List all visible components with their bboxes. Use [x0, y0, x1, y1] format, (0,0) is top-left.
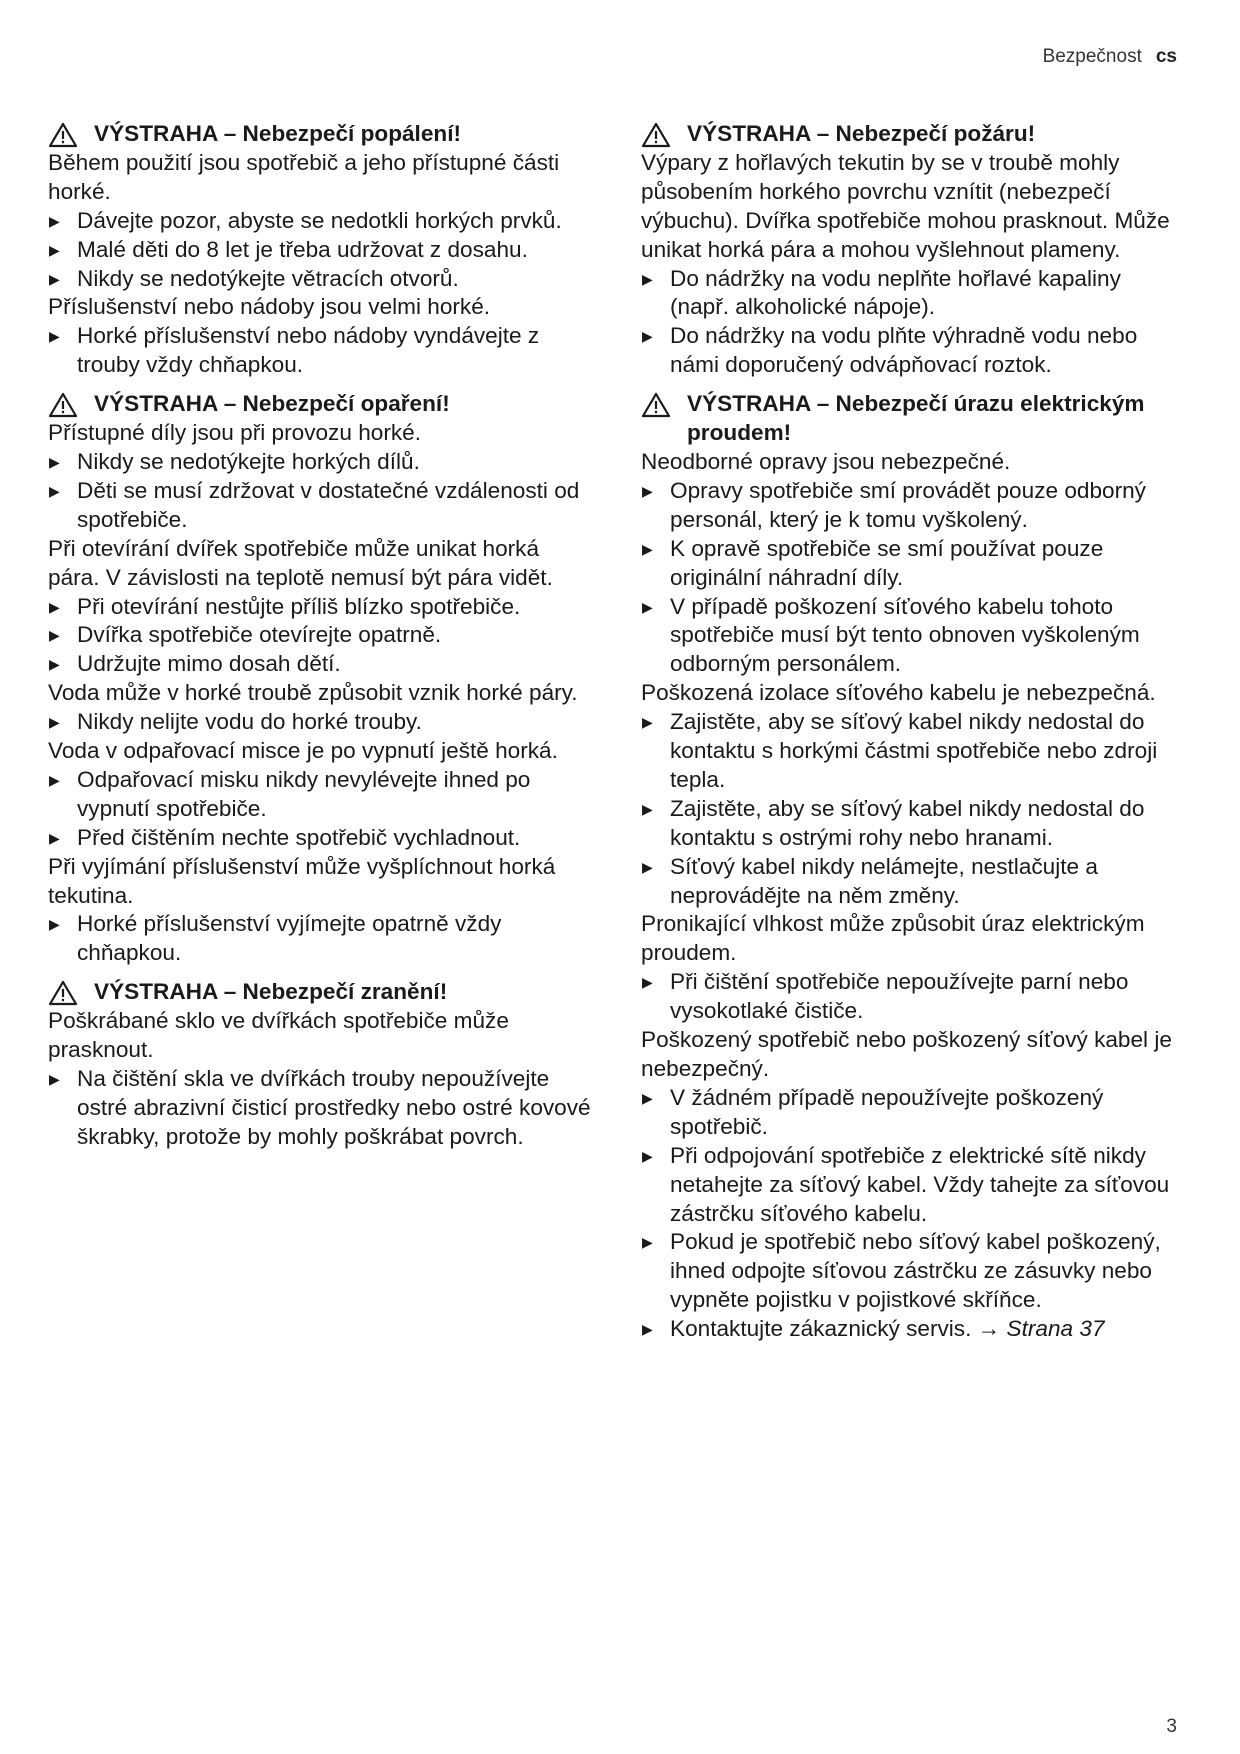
bullet-arrow-icon: ▶: [642, 1321, 653, 1338]
paragraph: Přístupné díly jsou při provozu horké.: [48, 420, 421, 446]
instruction-text: Při otevírání nestůjte příliš blízko spotřebiče.: [77, 593, 521, 619]
bullet-arrow-icon: ▶: [642, 858, 653, 875]
bullet-arrow-icon: ▶: [642, 1147, 653, 1164]
warning-block: [48, 978, 593, 1151]
page-header: [1043, 46, 1177, 68]
paragraph: Voda může v horké troubě způsobit vznik horké páry.: [48, 680, 578, 706]
language-code: cs: [1155, 46, 1177, 67]
instruction-item: [641, 853, 1181, 911]
page-number: 3: [1166, 1716, 1177, 1737]
paragraph: Příslušenství nebo nádoby jsou velmi horké.: [48, 294, 491, 320]
bullet-arrow-icon: ▶: [49, 212, 60, 229]
left-column: [48, 120, 593, 1162]
instruction-text: Malé děti do 8 let je třeba udržovat z dosahu.: [77, 236, 528, 262]
paragraph: Při otevírání dvířek spotřebiče může unikat horká pára. V závislosti na teplotě nemusí být pára vidět.: [48, 535, 553, 590]
instruction-text: Při odpojování spotřebiče z elektrické sítě nikdy netahejte za síťový kabel. Vždy tahejte za síťovou zástrčku síťového kabelu.: [670, 1142, 1170, 1226]
warning-icon: [641, 392, 671, 418]
paragraph: Neodborné opravy jsou nebezpečné.: [641, 448, 1011, 474]
instruction-text: V žádném případě nepoužívejte poškozený spotřebič.: [670, 1084, 1104, 1139]
paragraph: Poškozená izolace síťového kabelu je nebezpečná.: [641, 680, 1156, 706]
instruction-text: Na čištění skla ve dvířkách trouby nepoužívejte ostré abrazivní čisticí prostředky nebo ostré kovové škrabky, protože by mohly poškrábat povrch.: [77, 1066, 591, 1149]
warning-heading: [48, 390, 593, 419]
bullet-arrow-icon: ▶: [49, 482, 60, 499]
bullet-arrow-icon: ▶: [642, 328, 653, 345]
paragraph: Během použití jsou spotřebič a jeho přístupné části horké.: [48, 149, 560, 204]
instruction-item: [641, 593, 1181, 680]
right-column: [641, 120, 1181, 1354]
instruction-item: [641, 708, 1181, 795]
bullet-arrow-icon: ▶: [49, 627, 60, 644]
warning-icon: [48, 122, 78, 148]
instruction-item: [48, 236, 593, 265]
instruction-item: [48, 910, 593, 968]
paragraph: Výpary z hořlavých tekutin by se v troubě mohly působením horkého povrchu vznítit (nebezpečí výbuchu). Dvířka spotřebiče mohou prasknout. Může unikat horká pára a mohou vyšlehnout plameny.: [641, 149, 1170, 262]
instruction-item: [641, 322, 1181, 380]
instruction-item: [641, 968, 1181, 1026]
instruction-item: [641, 1315, 1181, 1344]
instruction-text: Do nádržky na vodu neplňte hořlavé kapaliny (např. alkoholické nápoje).: [670, 265, 1121, 320]
bullet-arrow-icon: ▶: [642, 974, 653, 991]
warning-heading-text: VÝSTRAHA – Nebezpečí požáru!: [687, 121, 1036, 146]
instruction-item: [641, 535, 1181, 593]
instruction-text: Děti se musí zdržovat v dostatečné vzdálenosti od spotřebiče.: [77, 477, 580, 532]
instruction-item: [48, 708, 593, 737]
bullet-arrow-icon: ▶: [49, 829, 60, 846]
warning-heading: [48, 120, 593, 149]
instruction-item: [48, 322, 593, 380]
instruction-item: [641, 795, 1181, 853]
warning-block: [48, 390, 593, 968]
instruction-item: [48, 477, 593, 535]
instruction-item: [641, 265, 1181, 323]
instruction-item: [48, 1065, 593, 1152]
bullet-arrow-icon: ▶: [642, 482, 653, 499]
bullet-arrow-icon: ▶: [49, 656, 60, 673]
instruction-text: Horké příslušenství vyjímejte opatrně vždy chňapkou.: [77, 911, 502, 966]
bullet-arrow-icon: ▶: [642, 714, 653, 731]
bullet-arrow-icon: ▶: [642, 1234, 653, 1251]
bullet-arrow-icon: ▶: [49, 771, 60, 788]
instruction-item: [48, 207, 593, 236]
instruction-item: [641, 1142, 1181, 1229]
warning-heading: [641, 120, 1181, 149]
paragraph: Poškrábané sklo ve dvířkách spotřebiče může prasknout.: [48, 1008, 509, 1063]
bullet-arrow-icon: ▶: [642, 270, 653, 287]
bullet-arrow-icon: ▶: [49, 916, 60, 933]
instruction-item: [48, 824, 593, 853]
instruction-item: [48, 265, 593, 294]
bullet-arrow-icon: ▶: [49, 714, 60, 731]
warning-block: [641, 390, 1181, 1344]
instruction-text: Pokud je spotřebič nebo síťový kabel poškozený, ihned odpojte síťovou zástrčku ze zásuvky nebo vypněte pojistku v pojistkové skříňce.: [670, 1229, 1161, 1313]
bullet-arrow-icon: ▶: [49, 598, 60, 615]
instruction-item: [48, 448, 593, 477]
page-reference-link[interactable]: Strana 37: [1006, 1316, 1105, 1342]
instruction-text: Odpařovací misku nikdy nevylévejte ihned po vypnutí spotřebiče.: [77, 766, 531, 821]
instruction-text: Horké příslušenství nebo nádoby vyndávejte z trouby vždy chňapkou.: [77, 323, 540, 378]
warning-icon: [48, 980, 78, 1006]
bullet-arrow-icon: ▶: [49, 270, 60, 287]
warning-block: [641, 120, 1181, 380]
instruction-item: [641, 477, 1181, 535]
instruction-item: [48, 766, 593, 824]
instruction-text: Opravy spotřebiče smí provádět pouze odborný personál, který je k tomu vyškolený.: [670, 477, 1146, 532]
bullet-arrow-icon: ▶: [642, 800, 653, 817]
bullet-arrow-icon: ▶: [642, 540, 653, 557]
instruction-text: Do nádržky na vodu plňte výhradně vodu nebo námi doporučený odvápňovací roztok.: [670, 323, 1138, 378]
instruction-text: Dvířka spotřebiče otevírejte opatrně.: [77, 622, 442, 648]
warning-icon: [641, 122, 671, 148]
warning-heading: [641, 390, 1181, 448]
bullet-arrow-icon: ▶: [642, 598, 653, 615]
paragraph: Poškozený spotřebič nebo poškozený síťový kabel je nebezpečný.: [641, 1027, 1172, 1081]
instruction-text: V případě poškození síťového kabelu tohoto spotřebiče musí být tento obnoven vyškoleným odborným personálem.: [670, 593, 1140, 677]
instruction-item: [48, 593, 593, 622]
instruction-text: Zajistěte, aby se síťový kabel nikdy nedostal do kontaktu s horkými částmi spotřebiče nebo zdroji tepla.: [670, 709, 1158, 792]
paragraph: Voda v odpařovací misce je po vypnutí ještě horká.: [48, 738, 558, 764]
instruction-item: [641, 1084, 1181, 1142]
instruction-text: Zajistěte, aby se síťový kabel nikdy nedostal do kontaktu s ostrými rohy nebo hranami.: [670, 795, 1145, 850]
instruction-text: Dávejte pozor, abyste se nedotkli horkých prvků.: [77, 207, 562, 233]
instruction-text: K opravě spotřebiče se smí používat pouze originální náhradní díly.: [670, 535, 1104, 590]
instruction-item: [48, 621, 593, 650]
instruction-text: Při čištění spotřebiče nepoužívejte parní nebo vysokotlaké čističe.: [670, 969, 1129, 1024]
section-title: Bezpečnost: [1042, 46, 1142, 67]
instruction-text: Síťový kabel nikdy nelámejte, nestlačujte a neprovádějte na něm změny.: [670, 853, 1098, 908]
instruction-item: [641, 1228, 1181, 1315]
instruction-text: Nikdy se nedotýkejte větracích otvorů.: [77, 265, 459, 291]
warning-icon: [48, 392, 78, 418]
paragraph: Při vyjímání příslušenství může vyšplíchnout horká tekutina.: [48, 853, 556, 908]
warning-heading-text: VÝSTRAHA – Nebezpečí úrazu elektrickým proudem!: [687, 391, 1145, 446]
bullet-arrow-icon: ▶: [49, 453, 60, 470]
instruction-text: Nikdy nelijte vodu do horké trouby.: [77, 709, 422, 735]
instruction-text: Nikdy se nedotýkejte horkých dílů.: [77, 448, 420, 474]
bullet-arrow-icon: ▶: [49, 1071, 60, 1087]
paragraph: Pronikající vlhkost může způsobit úraz elektrickým proudem.: [641, 911, 1145, 966]
instruction-item: [48, 650, 593, 679]
warning-heading-text: VÝSTRAHA – Nebezpečí popálení!: [94, 121, 462, 146]
warning-heading-text: VÝSTRAHA – Nebezpečí opaření!: [94, 391, 450, 417]
warning-heading: [48, 978, 593, 1007]
bullet-arrow-icon: ▶: [642, 1089, 653, 1106]
warning-block: [48, 120, 593, 380]
bullet-arrow-icon: ▶: [49, 241, 60, 258]
instruction-text: Před čištěním nechte spotřebič vychladnout.: [77, 824, 521, 850]
bullet-arrow-icon: ▶: [49, 328, 60, 345]
instruction-text: Kontaktujte zákaznický servis. →: [670, 1316, 1007, 1342]
instruction-text: Udržujte mimo dosah dětí.: [77, 651, 341, 677]
warning-heading-text: VÝSTRAHA – Nebezpečí zranění!: [94, 979, 448, 1005]
